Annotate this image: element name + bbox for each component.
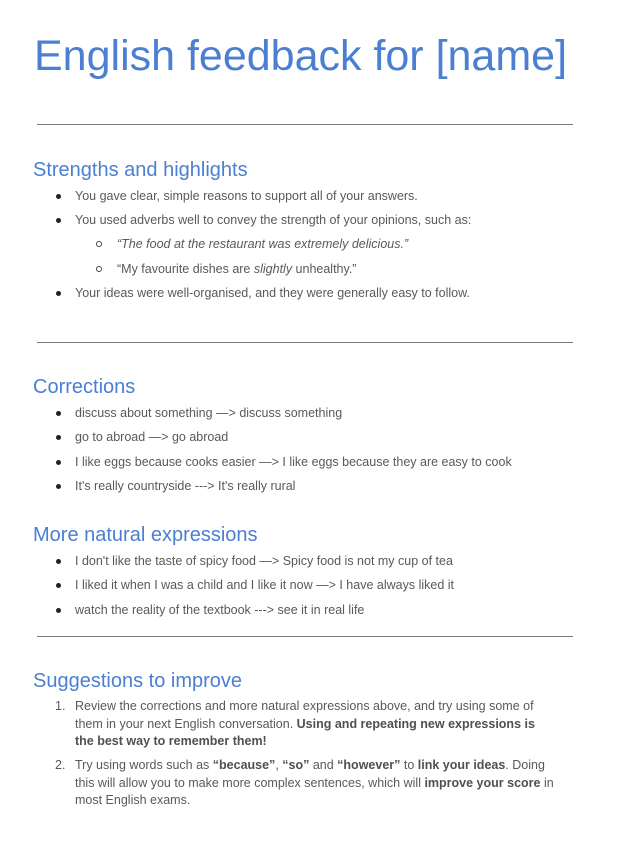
bullet-icon (56, 583, 61, 588)
hollow-bullet-icon (96, 241, 102, 247)
divider (37, 636, 573, 637)
natural-expressions-heading: More natural expressions (33, 524, 258, 546)
document-page: English feedback for [name] Strengths and highlights You gave clear, simple reasons to support all of your answers. You used adverbs well to convey the strength of your opinions, such as: “The food at the restaurant was extremely delicious.” “My favourite dishes are slightly unhealthy.” Your ideas were well-organised, and they were generally easy to follow. Corrections discuss about something —> discuss something go to abroad —> go abroad I like eggs because cooks easier —> I like eggs because they are easy to cook It's really countryside ---> It's really rural More natural expressions I don't like the taste of spicy food —> Spicy food is not my cup of tea I liked it when I was a child and I like it now —> I have always liked it watch the reality of the textbook ---> see it in real life Suggestions to improve 1. Review the corrections and more natural expressions above, and try using some of them in your next English conversation. Using and repeating new expressions is the best way to remember them! 2. Try using words such as “because”, “so” and “however” to link your ideas. Doing this will allow you to make more complex sentences, which will improve your score in most English exams. (0, 0, 621, 850)
divider (37, 342, 573, 343)
hollow-bullet-icon (96, 266, 102, 272)
suggestions-heading: Suggestions to improve (33, 670, 243, 692)
bullet-icon (56, 435, 61, 440)
corrections-heading: Corrections (33, 376, 136, 398)
bullet-icon (56, 194, 61, 199)
bullet-icon (56, 460, 61, 465)
bullet-icon (56, 559, 61, 564)
bullet-icon (56, 484, 61, 489)
bullet-icon (56, 411, 61, 416)
bullet-icon (56, 218, 61, 223)
page-title: English feedback for [name] (34, 32, 568, 80)
strengths-heading: Strengths and highlights (33, 159, 248, 181)
bullet-icon (56, 291, 61, 296)
divider (37, 124, 573, 125)
bullet-icon (56, 608, 61, 613)
